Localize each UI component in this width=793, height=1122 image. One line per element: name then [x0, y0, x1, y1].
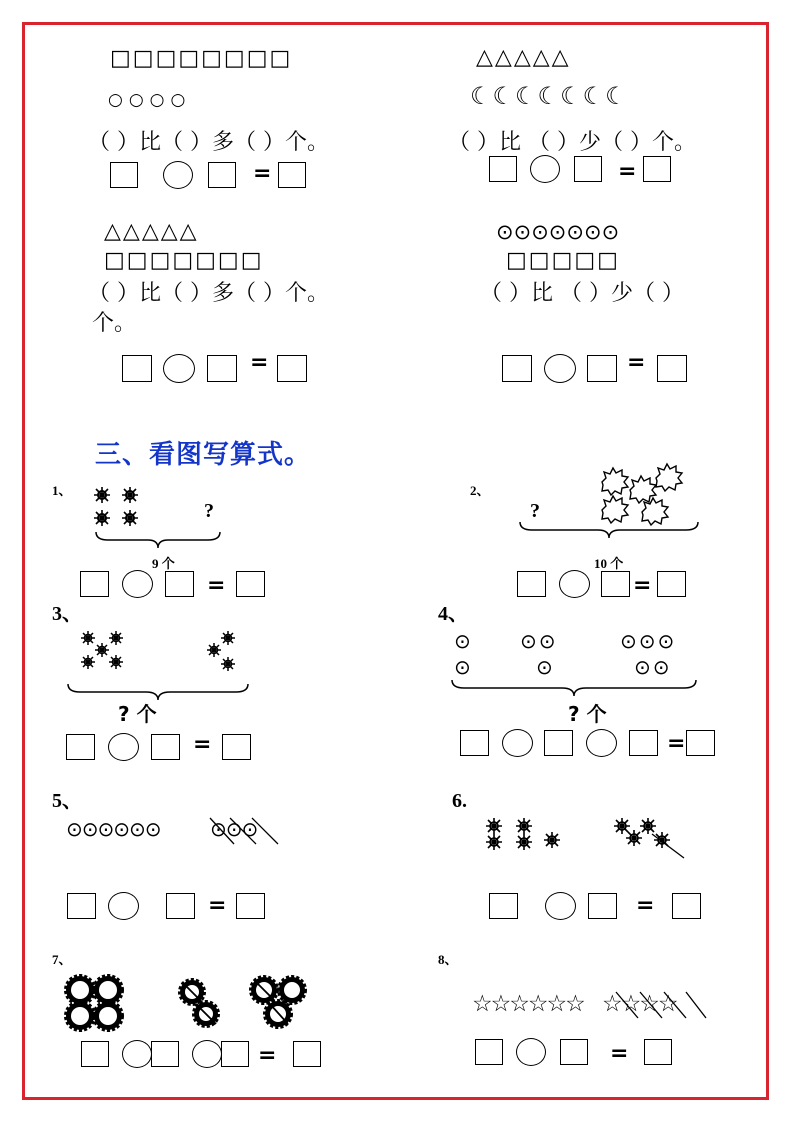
- p2-total-label: 10 个: [594, 556, 624, 571]
- sun-icon: [486, 818, 502, 834]
- p2-answer-box-1[interactable]: [517, 571, 546, 597]
- p4-dots-group-1-row-1: ⊙: [454, 629, 473, 653]
- q2-answer-box-2[interactable]: [574, 156, 602, 182]
- p4-equals: =: [667, 731, 686, 756]
- burst-icon: [602, 468, 628, 495]
- q4-answer-box-1[interactable]: [502, 355, 532, 382]
- p6-result-box[interactable]: [672, 893, 701, 919]
- p3-operator-circle[interactable]: [108, 733, 139, 761]
- q3-equals: =: [250, 350, 269, 375]
- p4-result-box[interactable]: [686, 730, 715, 756]
- sun-icon: [94, 510, 110, 526]
- p7-answer-box-1[interactable]: [81, 1041, 109, 1067]
- p1-sun-icons: [90, 484, 150, 530]
- p6-sun-icons: [484, 816, 694, 862]
- sun-icon: [486, 834, 502, 850]
- q3-sentence: （ ）比（ ）多（ ）个。: [88, 281, 329, 306]
- gear-icon: [66, 1002, 94, 1030]
- p1-total-label: 9 个: [152, 556, 175, 571]
- p7-result-box[interactable]: [293, 1041, 321, 1067]
- q3-answer-box-1[interactable]: [122, 355, 152, 382]
- q1-answer-box-2[interactable]: [208, 162, 236, 188]
- q2-moons-row: ☾☾☾☾☾☾☾: [470, 82, 628, 110]
- p8-operator-circle[interactable]: [516, 1038, 546, 1066]
- q3-triangles-row: △△△△△: [104, 219, 199, 244]
- sun-icon: [626, 830, 642, 846]
- p7-answer-box-3[interactable]: [221, 1041, 249, 1067]
- p1-number: 1、: [52, 483, 72, 498]
- p3-total-label: ? 个: [118, 702, 157, 726]
- sun-icon: [221, 631, 235, 645]
- q1-answer-box-1[interactable]: [110, 162, 138, 188]
- p3-number: 3、: [52, 603, 82, 625]
- section-title: 三、看图写算式。: [95, 440, 312, 470]
- sun-icon: [81, 631, 95, 645]
- p6-equals: =: [636, 893, 655, 918]
- p4-dots-group-2-row-1: ⊙⊙: [520, 629, 558, 653]
- p7-operator-circle-1[interactable]: [122, 1040, 152, 1068]
- q1-circles-row: ○○○○: [108, 90, 192, 110]
- q2-answer-box-1[interactable]: [489, 156, 517, 182]
- q3-answer-box-2[interactable]: [207, 355, 237, 382]
- p6-answer-box-2[interactable]: [588, 893, 617, 919]
- gear-icon: [94, 1002, 122, 1030]
- sun-icon: [94, 487, 110, 503]
- q2-operator-circle[interactable]: [530, 155, 560, 183]
- q4-equals: =: [627, 350, 646, 375]
- sun-icon: [81, 655, 95, 669]
- p1-question-mark: ?: [204, 500, 214, 522]
- q4-operator-circle[interactable]: [544, 354, 576, 383]
- p7-equals: =: [258, 1043, 277, 1068]
- q4-result-box[interactable]: [657, 355, 687, 382]
- gear-icon: [94, 976, 122, 1004]
- p8-stars-row: ☆☆☆☆☆☆: [472, 991, 584, 1017]
- q1-sentence: （ ）比（ ）多（ ）个。: [88, 130, 329, 155]
- p8-number: 8、: [438, 952, 458, 967]
- p1-equals: =: [207, 573, 226, 598]
- q1-result-box[interactable]: [278, 162, 306, 188]
- q2-equals: =: [618, 159, 637, 184]
- p2-question-mark: ?: [530, 500, 540, 522]
- p3-answer-box-1[interactable]: [66, 734, 95, 760]
- sun-icon: [544, 832, 560, 848]
- q4-answer-box-2[interactable]: [587, 355, 617, 382]
- q2-result-box[interactable]: [643, 156, 671, 182]
- p5-operator-circle[interactable]: [108, 892, 139, 920]
- sun-icon: [516, 818, 532, 834]
- gear-icon: [279, 977, 305, 1003]
- p6-operator-circle[interactable]: [545, 892, 576, 920]
- p2-operator-circle[interactable]: [559, 570, 590, 598]
- p2-brace: [518, 520, 700, 540]
- p8-answer-box-1[interactable]: [475, 1039, 503, 1065]
- p2-number: 2、: [470, 483, 490, 498]
- q3-sentence-wrap: 个。: [92, 311, 137, 336]
- sun-icon: [614, 818, 630, 834]
- sun-icon: [221, 657, 235, 671]
- p8-result-box[interactable]: [644, 1039, 672, 1065]
- p5-result-box[interactable]: [236, 893, 265, 919]
- p3-brace: [66, 682, 250, 702]
- p5-number: 5、: [52, 790, 82, 812]
- sun-icon: [95, 643, 109, 657]
- p8-crossed-stars: ☆☆☆☆: [602, 991, 677, 1017]
- p1-result-box[interactable]: [236, 571, 265, 597]
- p1-answer-box-2[interactable]: [165, 571, 194, 597]
- q2-triangles-row: △△△△△: [476, 45, 571, 70]
- p4-answer-box-3[interactable]: [629, 730, 658, 756]
- p1-operator-circle[interactable]: [122, 570, 153, 598]
- p4-dots-group-1-row-2: ⊙: [454, 655, 473, 679]
- p8-equals: =: [610, 1041, 629, 1066]
- p3-answer-box-2[interactable]: [151, 734, 180, 760]
- p4-answer-box-1[interactable]: [460, 730, 489, 756]
- sun-icon: [109, 655, 123, 669]
- p6-number: 6.: [452, 790, 467, 812]
- sun-icon: [109, 631, 123, 645]
- p5-equals: =: [208, 893, 227, 918]
- p2-burst-icons: [598, 464, 692, 528]
- p4-dots-group-3-row-2: ⊙⊙: [634, 655, 672, 679]
- p5-answer-box-2[interactable]: [166, 893, 195, 919]
- p4-number: 4、: [438, 603, 468, 625]
- p3-result-box[interactable]: [222, 734, 251, 760]
- p5-answer-box-1[interactable]: [67, 893, 96, 919]
- p5-dots-row: ⊙⊙⊙⊙⊙⊙: [66, 817, 161, 841]
- gear-icon: [66, 976, 94, 1004]
- p1-brace: [94, 530, 222, 550]
- sun-icon: [640, 818, 656, 834]
- q2-sentence: （ ）比 （ ）少（ ）个。: [448, 130, 696, 155]
- burst-icon: [656, 464, 682, 491]
- p1-answer-box-1[interactable]: [80, 571, 109, 597]
- p7-operator-circle-2[interactable]: [192, 1040, 222, 1068]
- sun-icon: [122, 510, 138, 526]
- sun-icon: [516, 834, 532, 850]
- q4-squares-row: □□□□□: [506, 248, 620, 273]
- p7-number: 7、: [52, 952, 72, 967]
- q1-squares-row: □□□□□□□□: [110, 46, 293, 71]
- p8-answer-box-2[interactable]: [560, 1039, 588, 1065]
- q3-result-box[interactable]: [277, 355, 307, 382]
- p4-answer-box-2[interactable]: [544, 730, 573, 756]
- p4-brace: [450, 678, 698, 698]
- p4-dots-group-3-row-1: ⊙⊙⊙: [620, 629, 677, 653]
- p6-answer-box-1[interactable]: [489, 893, 518, 919]
- p4-operator-circle-2[interactable]: [586, 729, 617, 757]
- q3-squares-row: □□□□□□□: [104, 248, 264, 273]
- p2-result-box[interactable]: [657, 571, 686, 597]
- p4-operator-circle-1[interactable]: [502, 729, 533, 757]
- p3-equals: =: [193, 732, 212, 757]
- p7-gear-icons: [64, 974, 314, 1034]
- p5-crossed-dots: ⊙⊙⊙: [210, 817, 258, 841]
- q1-operator-circle[interactable]: [163, 161, 193, 189]
- p4-dots-group-2-row-2: ⊙: [536, 655, 555, 679]
- p5-strike-lines: [208, 816, 280, 846]
- p8-strike-lines: [606, 990, 706, 1022]
- q1-equals: =: [253, 161, 272, 186]
- burst-icon: [602, 496, 628, 523]
- p7-answer-box-2[interactable]: [151, 1041, 179, 1067]
- q4-sentence: （ ）比 （ ）少（ ）: [480, 281, 684, 306]
- q4-dots-row: ⊙⊙⊙⊙⊙⊙⊙: [496, 220, 620, 244]
- p2-answer-box-2[interactable]: [601, 571, 630, 597]
- sun-icon: [122, 487, 138, 503]
- sun-icon: [207, 643, 221, 657]
- p2-equals: =: [633, 573, 652, 598]
- q3-operator-circle[interactable]: [163, 354, 195, 383]
- p4-total-label: ? 个: [568, 702, 607, 726]
- p3-sun-icons: [78, 628, 248, 676]
